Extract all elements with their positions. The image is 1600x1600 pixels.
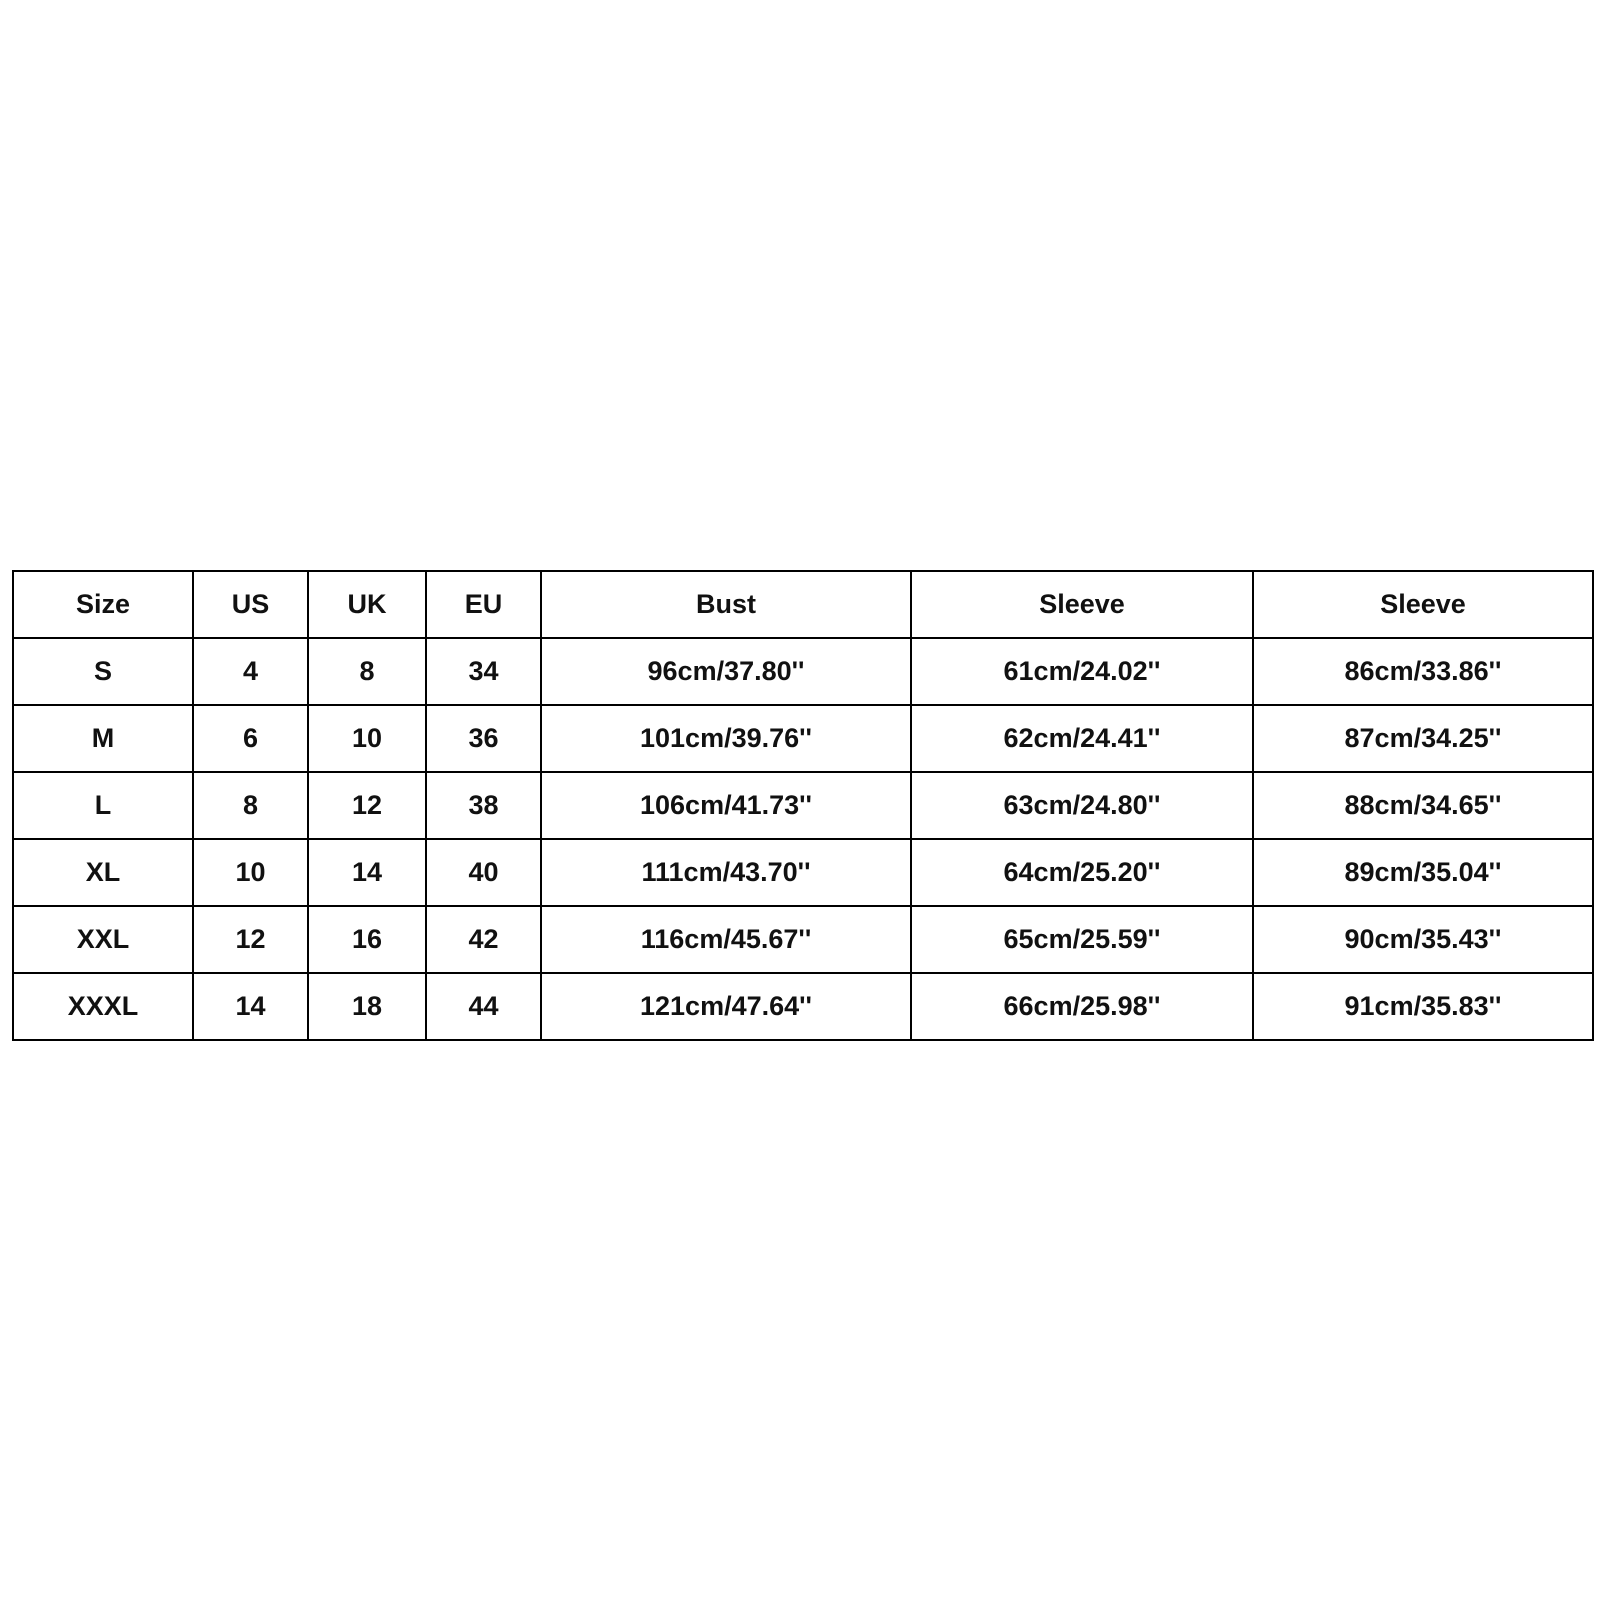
cell-sleeve-2: 88cm/34.65'' — [1253, 772, 1593, 839]
cell-size: L — [13, 772, 193, 839]
cell-sleeve: 63cm/24.80'' — [911, 772, 1253, 839]
header-size: Size — [13, 571, 193, 638]
cell-size: M — [13, 705, 193, 772]
cell-uk: 18 — [308, 973, 426, 1040]
header-uk: UK — [308, 571, 426, 638]
cell-uk: 10 — [308, 705, 426, 772]
table-row — [13, 906, 1593, 973]
cell-uk: 14 — [308, 839, 426, 906]
table-row — [13, 973, 1593, 1040]
cell-size: XL — [13, 839, 193, 906]
cell-eu: 42 — [426, 906, 541, 973]
cell-us: 10 — [193, 839, 308, 906]
cell-uk: 8 — [308, 638, 426, 705]
cell-bust: 96cm/37.80'' — [541, 638, 911, 705]
cell-uk: 12 — [308, 772, 426, 839]
header-sleeve: Sleeve — [911, 571, 1253, 638]
header-us: US — [193, 571, 308, 638]
cell-bust: 111cm/43.70'' — [541, 839, 911, 906]
cell-eu: 36 — [426, 705, 541, 772]
cell-size: XXL — [13, 906, 193, 973]
cell-sleeve-2: 89cm/35.04'' — [1253, 839, 1593, 906]
cell-sleeve: 62cm/24.41'' — [911, 705, 1253, 772]
cell-us: 4 — [193, 638, 308, 705]
cell-sleeve: 66cm/25.98'' — [911, 973, 1253, 1040]
cell-bust: 101cm/39.76'' — [541, 705, 911, 772]
size-chart-table — [12, 570, 1594, 1041]
cell-sleeve-2: 86cm/33.86'' — [1253, 638, 1593, 705]
cell-us: 8 — [193, 772, 308, 839]
cell-sleeve: 61cm/24.02'' — [911, 638, 1253, 705]
cell-sleeve: 64cm/25.20'' — [911, 839, 1253, 906]
cell-size: XXXL — [13, 973, 193, 1040]
header-eu: EU — [426, 571, 541, 638]
cell-bust: 116cm/45.67'' — [541, 906, 911, 973]
table-row — [13, 772, 1593, 839]
cell-sleeve-2: 87cm/34.25'' — [1253, 705, 1593, 772]
cell-size: S — [13, 638, 193, 705]
table-row — [13, 638, 1593, 705]
cell-us: 12 — [193, 906, 308, 973]
cell-sleeve-2: 90cm/35.43'' — [1253, 906, 1593, 973]
cell-us: 14 — [193, 973, 308, 1040]
cell-us: 6 — [193, 705, 308, 772]
cell-uk: 16 — [308, 906, 426, 973]
cell-sleeve: 65cm/25.59'' — [911, 906, 1253, 973]
cell-bust: 106cm/41.73'' — [541, 772, 911, 839]
cell-eu: 38 — [426, 772, 541, 839]
cell-sleeve-2: 91cm/35.83'' — [1253, 973, 1593, 1040]
cell-eu: 44 — [426, 973, 541, 1040]
cell-eu: 34 — [426, 638, 541, 705]
header-row — [13, 571, 1593, 638]
cell-bust: 121cm/47.64'' — [541, 973, 911, 1040]
table-row — [13, 705, 1593, 772]
cell-eu: 40 — [426, 839, 541, 906]
table-row — [13, 839, 1593, 906]
header-sleeve-2: Sleeve — [1253, 571, 1593, 638]
header-bust: Bust — [541, 571, 911, 638]
